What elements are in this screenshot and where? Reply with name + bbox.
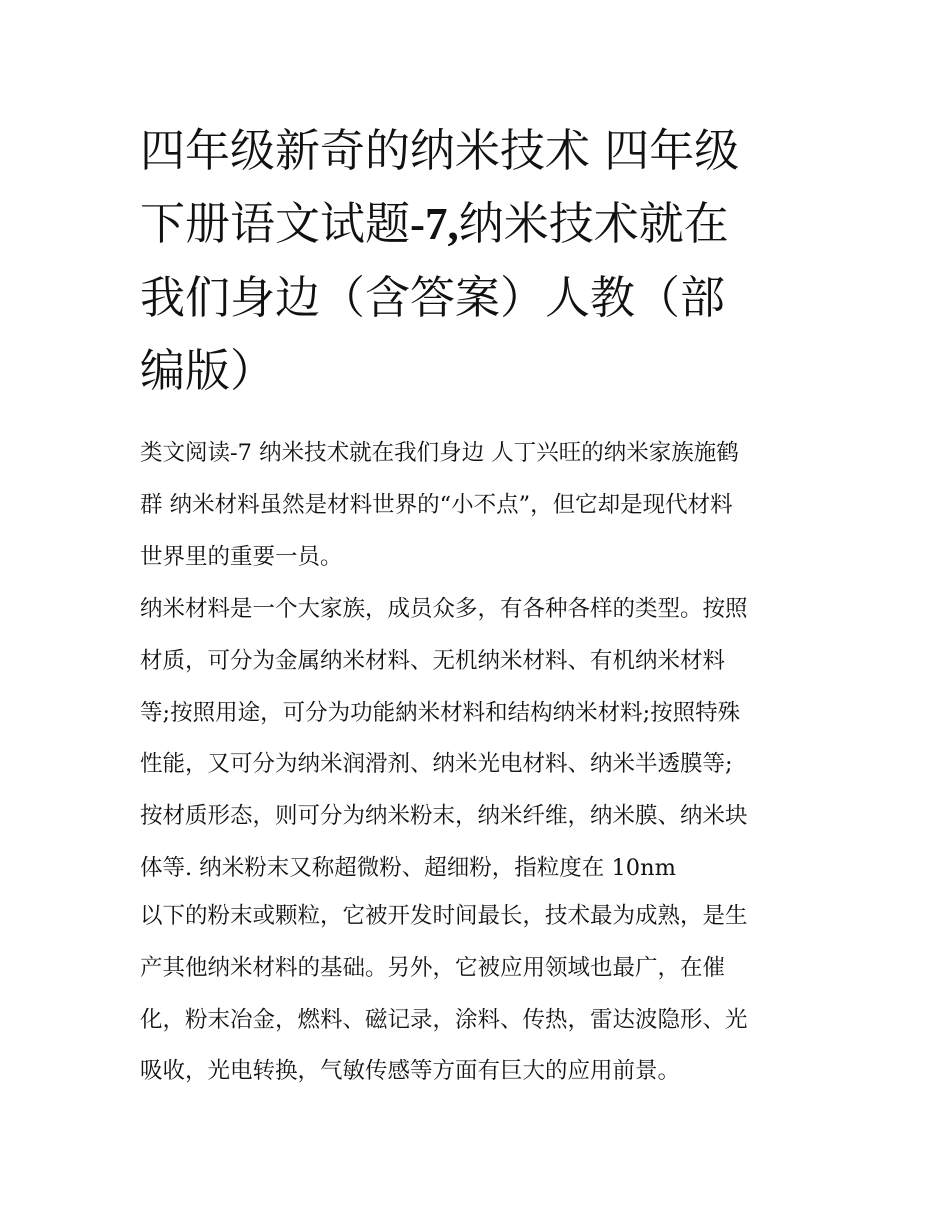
title-line-1: 四年级新奇的纳米技术 四年级 <box>140 124 740 177</box>
paragraph-line: 按材质形态，则可分为纳米粉末，纳米纤维，纳米膜、纳米块 <box>140 803 748 830</box>
paragraph-nano-powder <box>140 891 820 1098</box>
title-line-3: 我们身边（含答案）人教（部 <box>140 271 726 324</box>
title-line-2-part-c: 纳米技术就在 <box>458 197 729 250</box>
paragraph-line: 以下的粉末或颗粒，它被开发时间最长，技术最为成熟，是生 <box>140 903 748 929</box>
paragraph-line: 性能，又可分为纳米润滑剂、纳米光电材料、纳米半透膜等; <box>140 751 733 778</box>
paragraph-line: 吸收，光电转换，气敏传感等方面有巨大的应用前景。 <box>140 1058 681 1085</box>
paragraph-line: 体等. 纳米粉末又称超微粉、超细粉，指粒度在 10nm <box>140 854 676 881</box>
paragraph-line: 群 纳米材料虽然是材料世界的“小不点”，但它却是现代材料 <box>140 491 733 518</box>
title-line-4: 编版） <box>140 344 276 397</box>
paragraph-line: 产其他纳米材料的基础。另外，它被应用领域也最广，在催 <box>140 954 726 981</box>
paragraph-line: 化，粉末冶金，燃料、磁记录，涂料、传热，雷达波隐形、光 <box>140 1006 748 1033</box>
title-line-2-number: -7, <box>410 199 459 249</box>
document-title <box>140 114 820 407</box>
paragraph-line: 材质，可分为金属纳米材料、无机纳米材料、有机纳米材料 <box>140 647 726 674</box>
paragraph-line: 世界里的重要一员。 <box>140 543 343 570</box>
paragraph-line: 纳米材料是一个大家族，成员众多，有各种各样的类型。按照 <box>140 596 748 622</box>
paragraph-intro <box>140 428 820 583</box>
title-line-2 <box>140 187 820 261</box>
paragraph-classification <box>140 584 820 895</box>
paragraph-line: 类文阅读-7 纳米技术就在我们身边 人丁兴旺的纳米家族施鹤 <box>140 440 739 466</box>
title-line-2-part-a: 下册语文试题 <box>140 197 411 250</box>
paragraph-line: 等;按照用途，可分为功能納米材料和结构纳米材料;按照特殊 <box>140 699 741 726</box>
